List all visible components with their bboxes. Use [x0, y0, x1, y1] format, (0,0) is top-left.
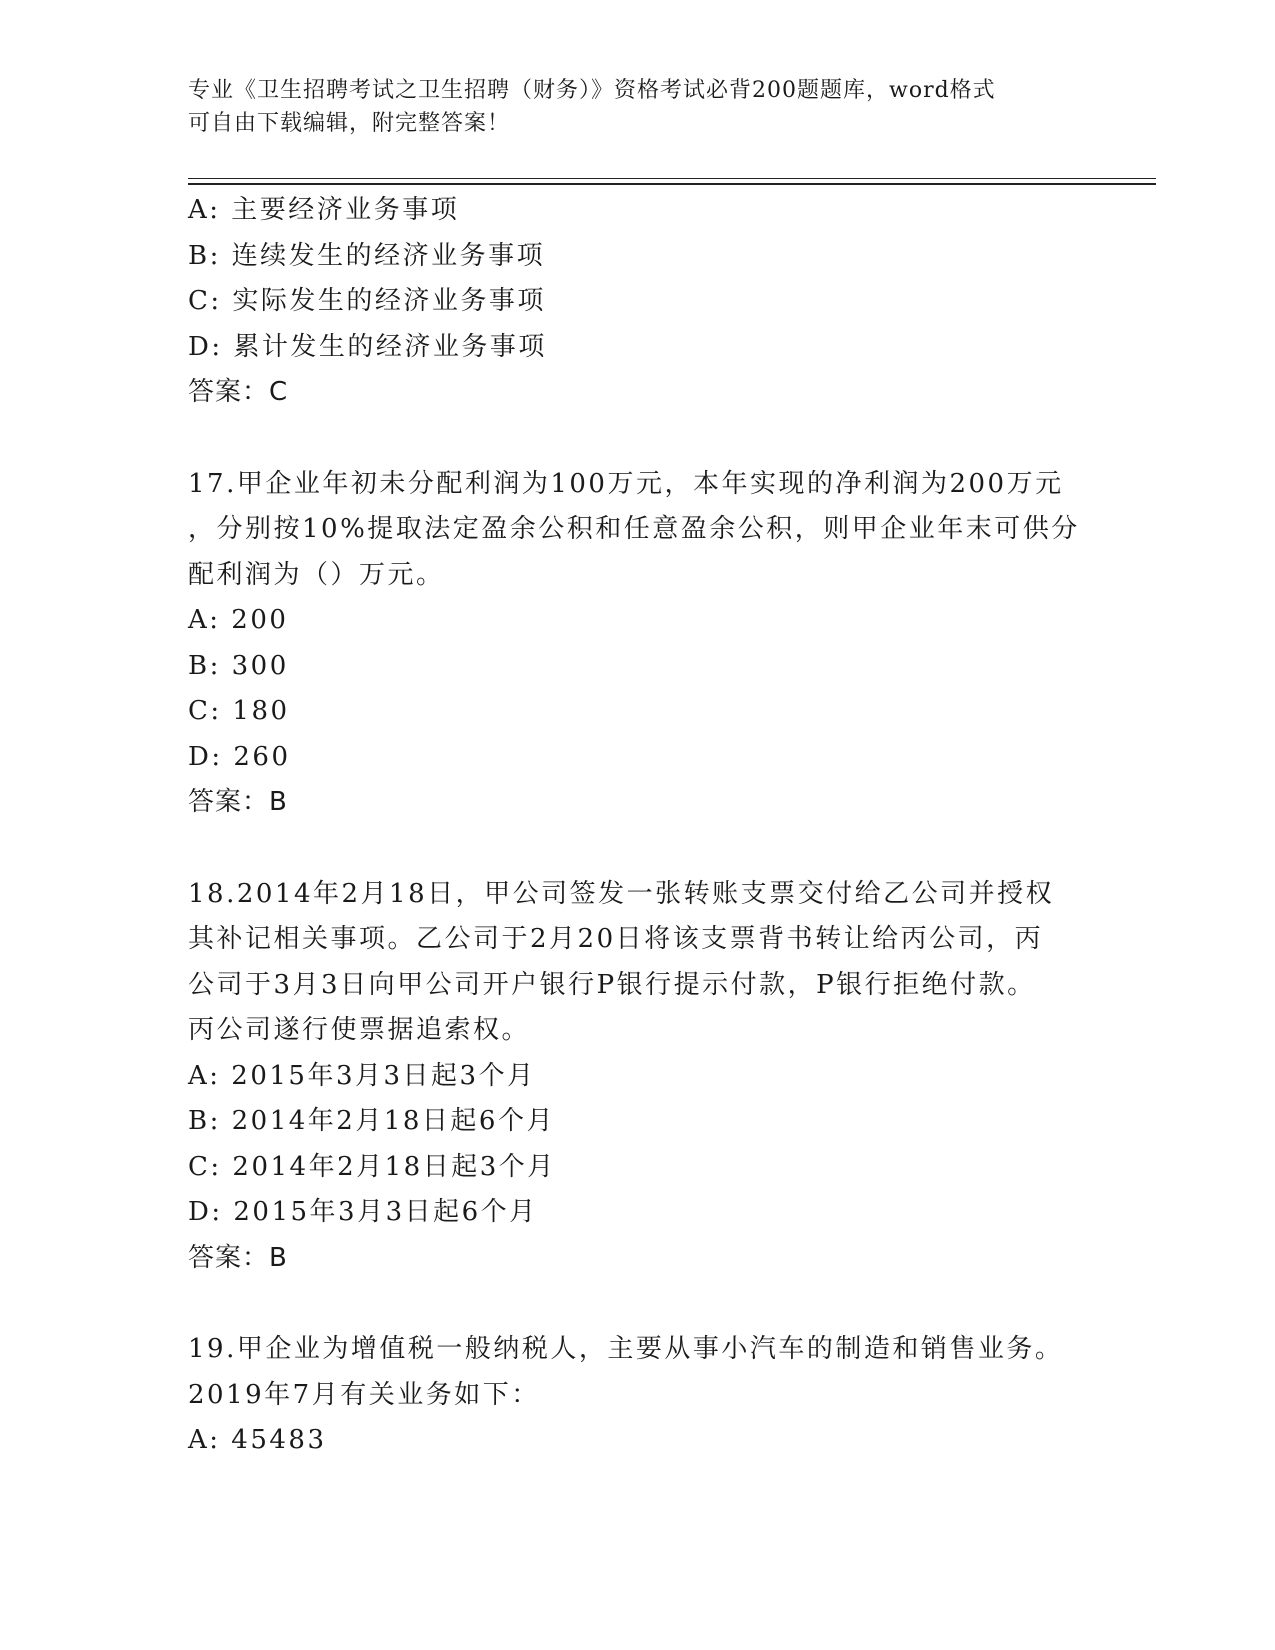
question-stem-line: 其补记相关事项。乙公司于2月20日将该支票背书转让给丙公司，丙: [188, 924, 1044, 954]
question-stem-line: 公司于3月3日向甲公司开户银行P银行提示付款，P银行拒绝付款。: [188, 969, 1036, 1000]
question-stem-line: 17.甲企业年初未分配利润为100万元，本年实现的净利润为200万元: [188, 468, 1064, 499]
question-list: [188, 188, 1088, 1464]
answer-line: 答案：C: [188, 377, 289, 407]
question-18: [188, 872, 1088, 1282]
question-19: [188, 1327, 1088, 1464]
question-stem-line: 配利润为（）万元。: [188, 559, 445, 590]
option-d: D: 累计发生的经济业务事项: [188, 331, 547, 362]
option-c: C: 180: [188, 696, 290, 726]
option-a: A: 2015年3月3日起3个月: [188, 1060, 536, 1091]
option-b: B: 300: [188, 650, 289, 681]
question-stem-line: 2019年7月有关业务如下：: [188, 1379, 540, 1410]
document-header: [188, 74, 1088, 140]
header-line-1: 专业《卫生招聘考试之卫生招聘（财务）》资格考试必背200题题库，word格式: [188, 78, 996, 103]
option-d: D: 2015年3月3日起6个月: [188, 1197, 538, 1227]
question-stem-line: ，分别按10%提取法定盈余公积和任意盈余公积，则甲企业年末可供分: [188, 514, 1080, 544]
option-a: A: 45483: [188, 1425, 327, 1455]
option-b: B: 连续发生的经济业务事项: [188, 240, 546, 271]
question-stem-line: 18.2014年2月18日，甲公司签发一张转账支票交付给乙公司并授权: [188, 878, 1055, 909]
answer-line: 答案：B: [188, 787, 288, 817]
option-c: C: 实际发生的经济业务事项: [188, 286, 546, 316]
option-c: C: 2014年2月18日起3个月: [188, 1151, 556, 1182]
question-16: [188, 188, 1088, 416]
question-spacer: [188, 826, 1088, 872]
option-b: B: 2014年2月18日起6个月: [188, 1106, 555, 1136]
option-a: A: 主要经济业务事项: [188, 195, 460, 225]
answer-line: 答案：B: [188, 1242, 288, 1273]
option-a: A: 200: [188, 605, 289, 635]
question-spacer: [188, 416, 1088, 462]
header-divider-thick: [188, 183, 1156, 185]
option-d: D: 260: [188, 741, 291, 772]
header-divider-thin: [188, 178, 1156, 179]
question-stem-line: 19.甲企业为增值税一般纳税人，主要从事小汽车的制造和销售业务。: [188, 1334, 1064, 1364]
question-stem-line: 丙公司遂行使票据追索权。: [188, 1015, 531, 1045]
question-17: [188, 462, 1088, 826]
header-line-2: 可自由下载编辑，附完整答案！: [188, 111, 511, 136]
question-spacer: [188, 1281, 1088, 1327]
